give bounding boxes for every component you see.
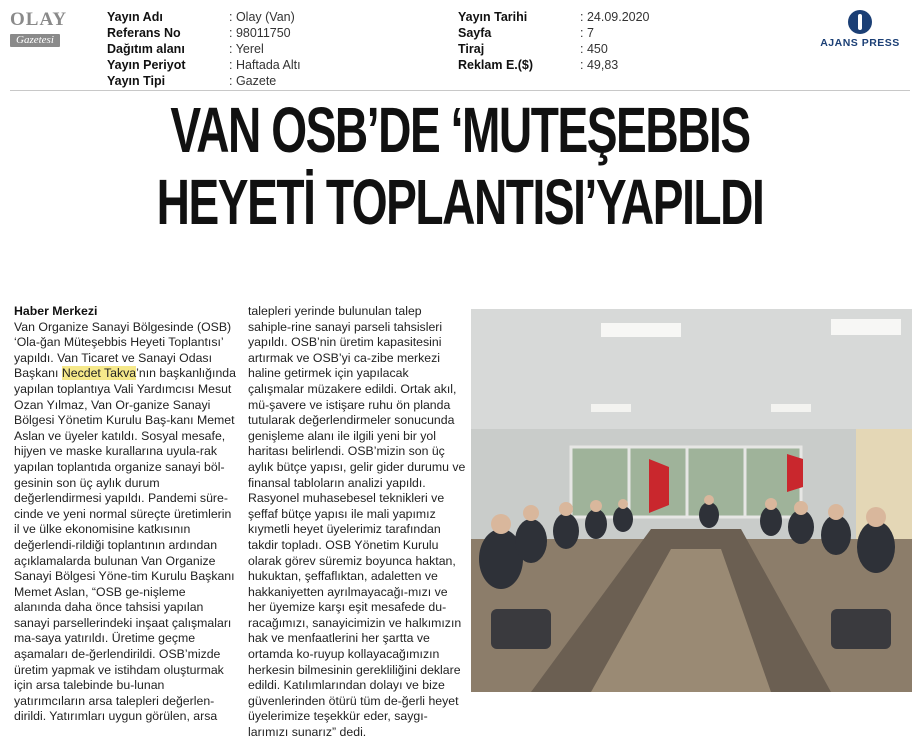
meta-row [107,41,301,57]
meta-label: Yayın Adı [107,10,163,24]
headline-line-1: VAN OSB’DE ‘MUTEŞEBBIS [170,94,750,166]
meta-label: Yayın Periyot [107,58,186,72]
headline [10,94,910,238]
agency-mark-icon [848,10,872,34]
header-divider [10,90,910,91]
logo-name: OLAY [10,9,68,30]
highlighted-name: Necdet Takva [61,366,137,381]
meta-row [458,41,650,57]
article-text: ’nın başkanlığında yapılan toplantıya Vali Yardımcısı Mesut Ozan Yılmaz, Van Or-ganize Sanayi Bölgesi Yönetim Kurulu Baş-kanı Memet Aslan ve üyeler katıldı. Sosyal mesafe, hijyen ve maske kurallarına uyula-rak yapılan toplantıda organize sanayi böl-gesinin son üç aylık durum değerlendirmesi yapıldı. Pandemi süre-cinde ve yeni normal süreçte üretimlerin il ve ülke ekonomisine katkısının değerlendi-rildiği toplantının ardından açıklamalarda bulunan Van Organize Sanayi Bölgesi Yöne-tim Kurulu Başkanı Memet Aslan, “OSB ge-nişleme alanında daha önce tahsisi yapılan sanayi parsellerindeki inşaat çalışmaları ma-saya yatırıldı. Üretime geçme aşamaları de-ğerlendirildi. OSB’mizde üretim yapmak ve istihdam oluşturmak için arsa talebinde bu-lunan yatırımcıların arsa talepleri değerlen-dirildi. Yatırımları uygun görülen, arsa [14,366,236,724]
meta-label: Sayfa [458,26,492,40]
meta-label: Yayın Tipi [107,74,166,88]
meta-value: : Haftada Altı [229,58,301,72]
meta-value: : 7 [580,26,594,40]
publication-info-left [107,9,301,89]
byline: Haber Merkezi [14,304,98,318]
agency-name: AJANS PRESS [820,37,900,49]
article-column-2 [248,304,466,741]
meta-row [458,9,650,25]
meta-label: Tiraj [458,42,485,56]
meta-label: Reklam E.($) [458,58,534,72]
meeting-room-photo [471,309,912,692]
meta-label: Yayın Tarihi [458,10,528,24]
agency-logo [810,10,910,49]
meta-value: : 49,83 [580,58,619,72]
meta-value: : 24.09.2020 [580,10,650,24]
article-paragraph: talepleri yerinde bulunulan talep sahiple-rine sanayi parseli tahsisleri yapıldı. OSB’nin üretim kapasitesini artırmak ve OSB’yi ca-zibe merkezi haline getirmek için yapılacak çalışmalar müzakere edildi. Ortak akıl, mü-şavere ve istişare ruhu ön planda tutularak değerlendirmeler sonucunda genişleme alanı ile ilgili yeni bir yol haritası belirlendi. OSB’mizin son üç aylık bütçe yapısı, gelir gider durumu ve finansal tabloların analizi yapıldı. Rasyonel muhasebesel teknikleri ve şeffaf bütçe yapısı ile mali yapımız kıymetli heyet üyelerimiz tarafından takdir topladı. OSB Yönetim Kurulu olarak görev süremiz boyunca haktan, hukuktan, şeffaflıktan, adaletten ve hakkaniyetten ayrılmayacağı-mızı ve her üyemize karşı eşit mesafede du-racağımızı, sanayicimizin ve halkımızın hak ve menfaatlerini her şartta ve ortamda ko-ruyup kollayacağımızın herkesin bilmesinin gerekliliğini deklare edildi. Katılımlarından dolayı ve bize güvenlerinden ötürü tüm de-ğerli heyet üyelerimize teşekkür eder, saygı-larımızı sunarız” dedi. [248,304,466,740]
photo-illustration [471,309,912,692]
article-paragraph [14,320,236,725]
meta-row [107,57,301,73]
meta-value: : 98011750 [229,26,291,40]
meta-value: : Yerel [229,42,264,56]
meta-label: Referans No [107,26,181,40]
logo-sub: Gazetesi [10,34,60,47]
meta-value: : 450 [580,42,608,56]
meta-value: : Olay (Van) [229,10,295,24]
meta-row [458,57,650,73]
meta-value: : Gazete [229,74,277,88]
meta-label: Dağıtım alanı [107,42,185,56]
meta-row [107,73,301,89]
meta-row [458,25,650,41]
newspaper-logo [10,10,86,48]
headline-line-2: HEYETİ TOPLANTISI’YAPILDI [156,166,764,238]
publication-info-right [458,9,650,73]
article-text: Van Organize Sanayi Bölgesinde (OSB) ‘Ola-ğan Müteşebbis Heyeti Toplantısı’ yapıldı. Van Ticaret ve Sanayi Odası Başkanı [14,319,232,381]
meta-row [107,9,301,25]
meta-row [107,25,301,41]
article-column-1 [14,304,236,725]
